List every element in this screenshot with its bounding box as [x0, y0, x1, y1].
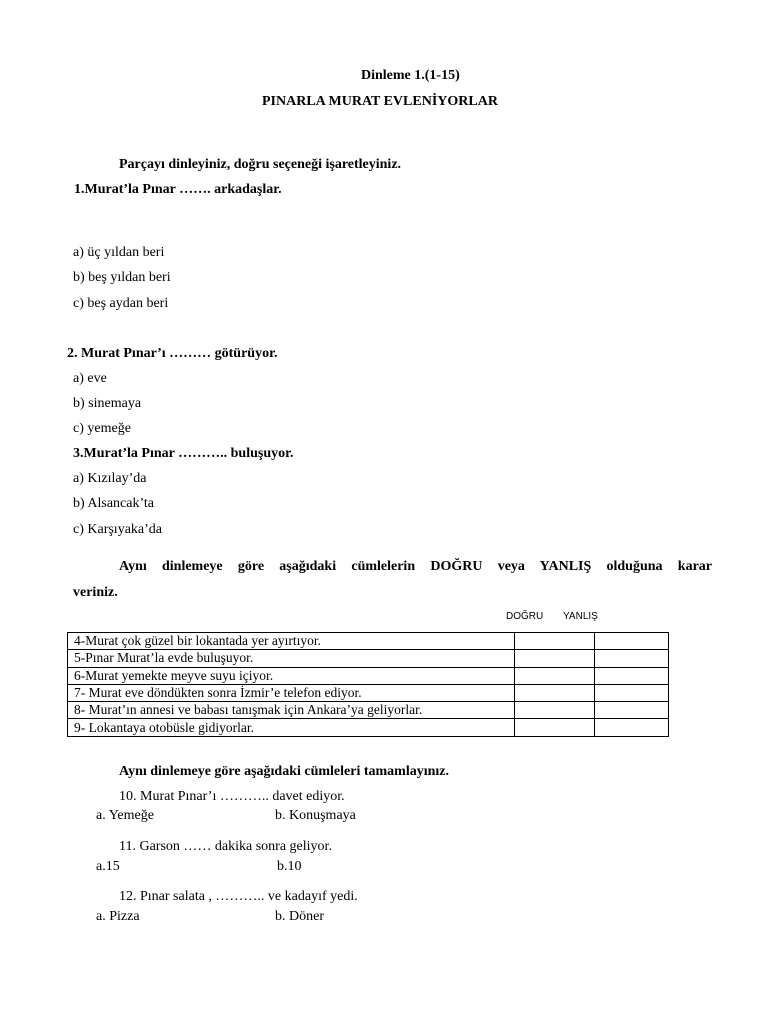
question-3-option-b[interactable]: b) Alsancak’ta — [73, 496, 154, 511]
question-3-stem: 3.Murat’la Pınar ……….. buluşuyor. — [73, 446, 294, 461]
statement-4: 4-Murat çok güzel bir lokantada yer ayırtıyor. — [68, 633, 515, 650]
question-11-stem: 11. Garson …… dakika sonra geliyor. — [119, 839, 332, 854]
instruction-choose: Parçayı dinleyiniz, doğru seçeneği işaretleyiniz. — [119, 157, 402, 172]
statement-8: 8- Murat’ın annesi ve babası tanışmak için Ankara’ya geliyorlar. — [68, 702, 515, 719]
question-2-option-c[interactable]: c) yemeğe — [73, 421, 131, 436]
question-12-option-b[interactable]: b. Döner — [275, 909, 324, 924]
question-10-option-a[interactable]: a. Yemeğe — [96, 808, 154, 823]
statement-6: 6-Murat yemekte meyve suyu içiyor. — [68, 667, 515, 684]
question-1-stem: 1.Murat’la Pınar ……. arkadaşlar. — [74, 182, 282, 197]
true-false-table — [67, 632, 669, 737]
yanlis-checkbox-8[interactable] — [595, 702, 669, 719]
question-3-option-a[interactable]: a) Kızılay’da — [73, 471, 147, 486]
yanlis-checkbox-9[interactable] — [595, 719, 669, 736]
table-row — [68, 684, 669, 701]
question-2-option-b[interactable]: b) sinemaya — [73, 396, 142, 411]
yanlis-checkbox-6[interactable] — [595, 667, 669, 684]
dogru-checkbox-4[interactable] — [515, 633, 595, 650]
yanlis-checkbox-5[interactable] — [595, 650, 669, 667]
header-dogru: DOĞRU — [506, 611, 544, 622]
question-1-option-b[interactable]: b) beş yıldan beri — [73, 270, 171, 285]
yanlis-checkbox-7[interactable] — [595, 684, 669, 701]
statement-5: 5-Pınar Murat’la evde buluşuyor. — [68, 650, 515, 667]
question-2-stem: 2. Murat Pınar’ı ……… götürüyor. — [67, 346, 278, 361]
question-1-option-c[interactable]: c) beş aydan beri — [73, 296, 169, 311]
instruction-complete: Aynı dinlemeye göre aşağıdaki cümleleri tamamlayınız. — [119, 764, 450, 779]
statement-9: 9- Lokantaya otobüsle gidiyorlar. — [68, 719, 515, 736]
question-12-option-a[interactable]: a. Pizza — [96, 909, 140, 924]
question-11-option-a[interactable]: a.15 — [96, 859, 120, 874]
question-2-option-a[interactable]: a) eve — [73, 371, 107, 386]
table-row — [68, 667, 669, 684]
instruction-true-false: Aynı dinlemeye göre aşağıdaki cümlelerin DOĞRU veya YANLIŞ olduğuna karar — [119, 559, 712, 574]
header-yanlis: YANLIŞ — [563, 611, 598, 622]
yanlis-checkbox-4[interactable] — [595, 633, 669, 650]
question-12-stem: 12. Pınar salata , ……….. ve kadayıf yedi. — [119, 889, 358, 904]
table-row — [68, 650, 669, 667]
statement-7: 7- Murat eve döndükten sonra İzmir’e telefon ediyor. — [68, 684, 515, 701]
dogru-checkbox-7[interactable] — [515, 684, 595, 701]
table-row — [68, 633, 669, 650]
instruction-true-false-cont: veriniz. — [73, 585, 118, 600]
dogru-checkbox-5[interactable] — [515, 650, 595, 667]
dogru-checkbox-8[interactable] — [515, 702, 595, 719]
question-1-option-a[interactable]: a) üç yıldan beri — [73, 245, 165, 260]
dogru-checkbox-6[interactable] — [515, 667, 595, 684]
table-row — [68, 719, 669, 736]
question-11-option-b[interactable]: b.10 — [277, 859, 302, 874]
question-3-option-c[interactable]: c) Karşıyaka’da — [73, 522, 163, 537]
page-title: PINARLA MURAT EVLENİYORLAR — [262, 94, 498, 109]
table-row — [68, 702, 669, 719]
question-10-option-b[interactable]: b. Konuşmaya — [275, 808, 356, 823]
dogru-checkbox-9[interactable] — [515, 719, 595, 736]
question-10-stem: 10. Murat Pınar’ı ……….. davet ediyor. — [119, 789, 345, 804]
subtitle: Dinleme 1.(1-15) — [361, 68, 460, 83]
